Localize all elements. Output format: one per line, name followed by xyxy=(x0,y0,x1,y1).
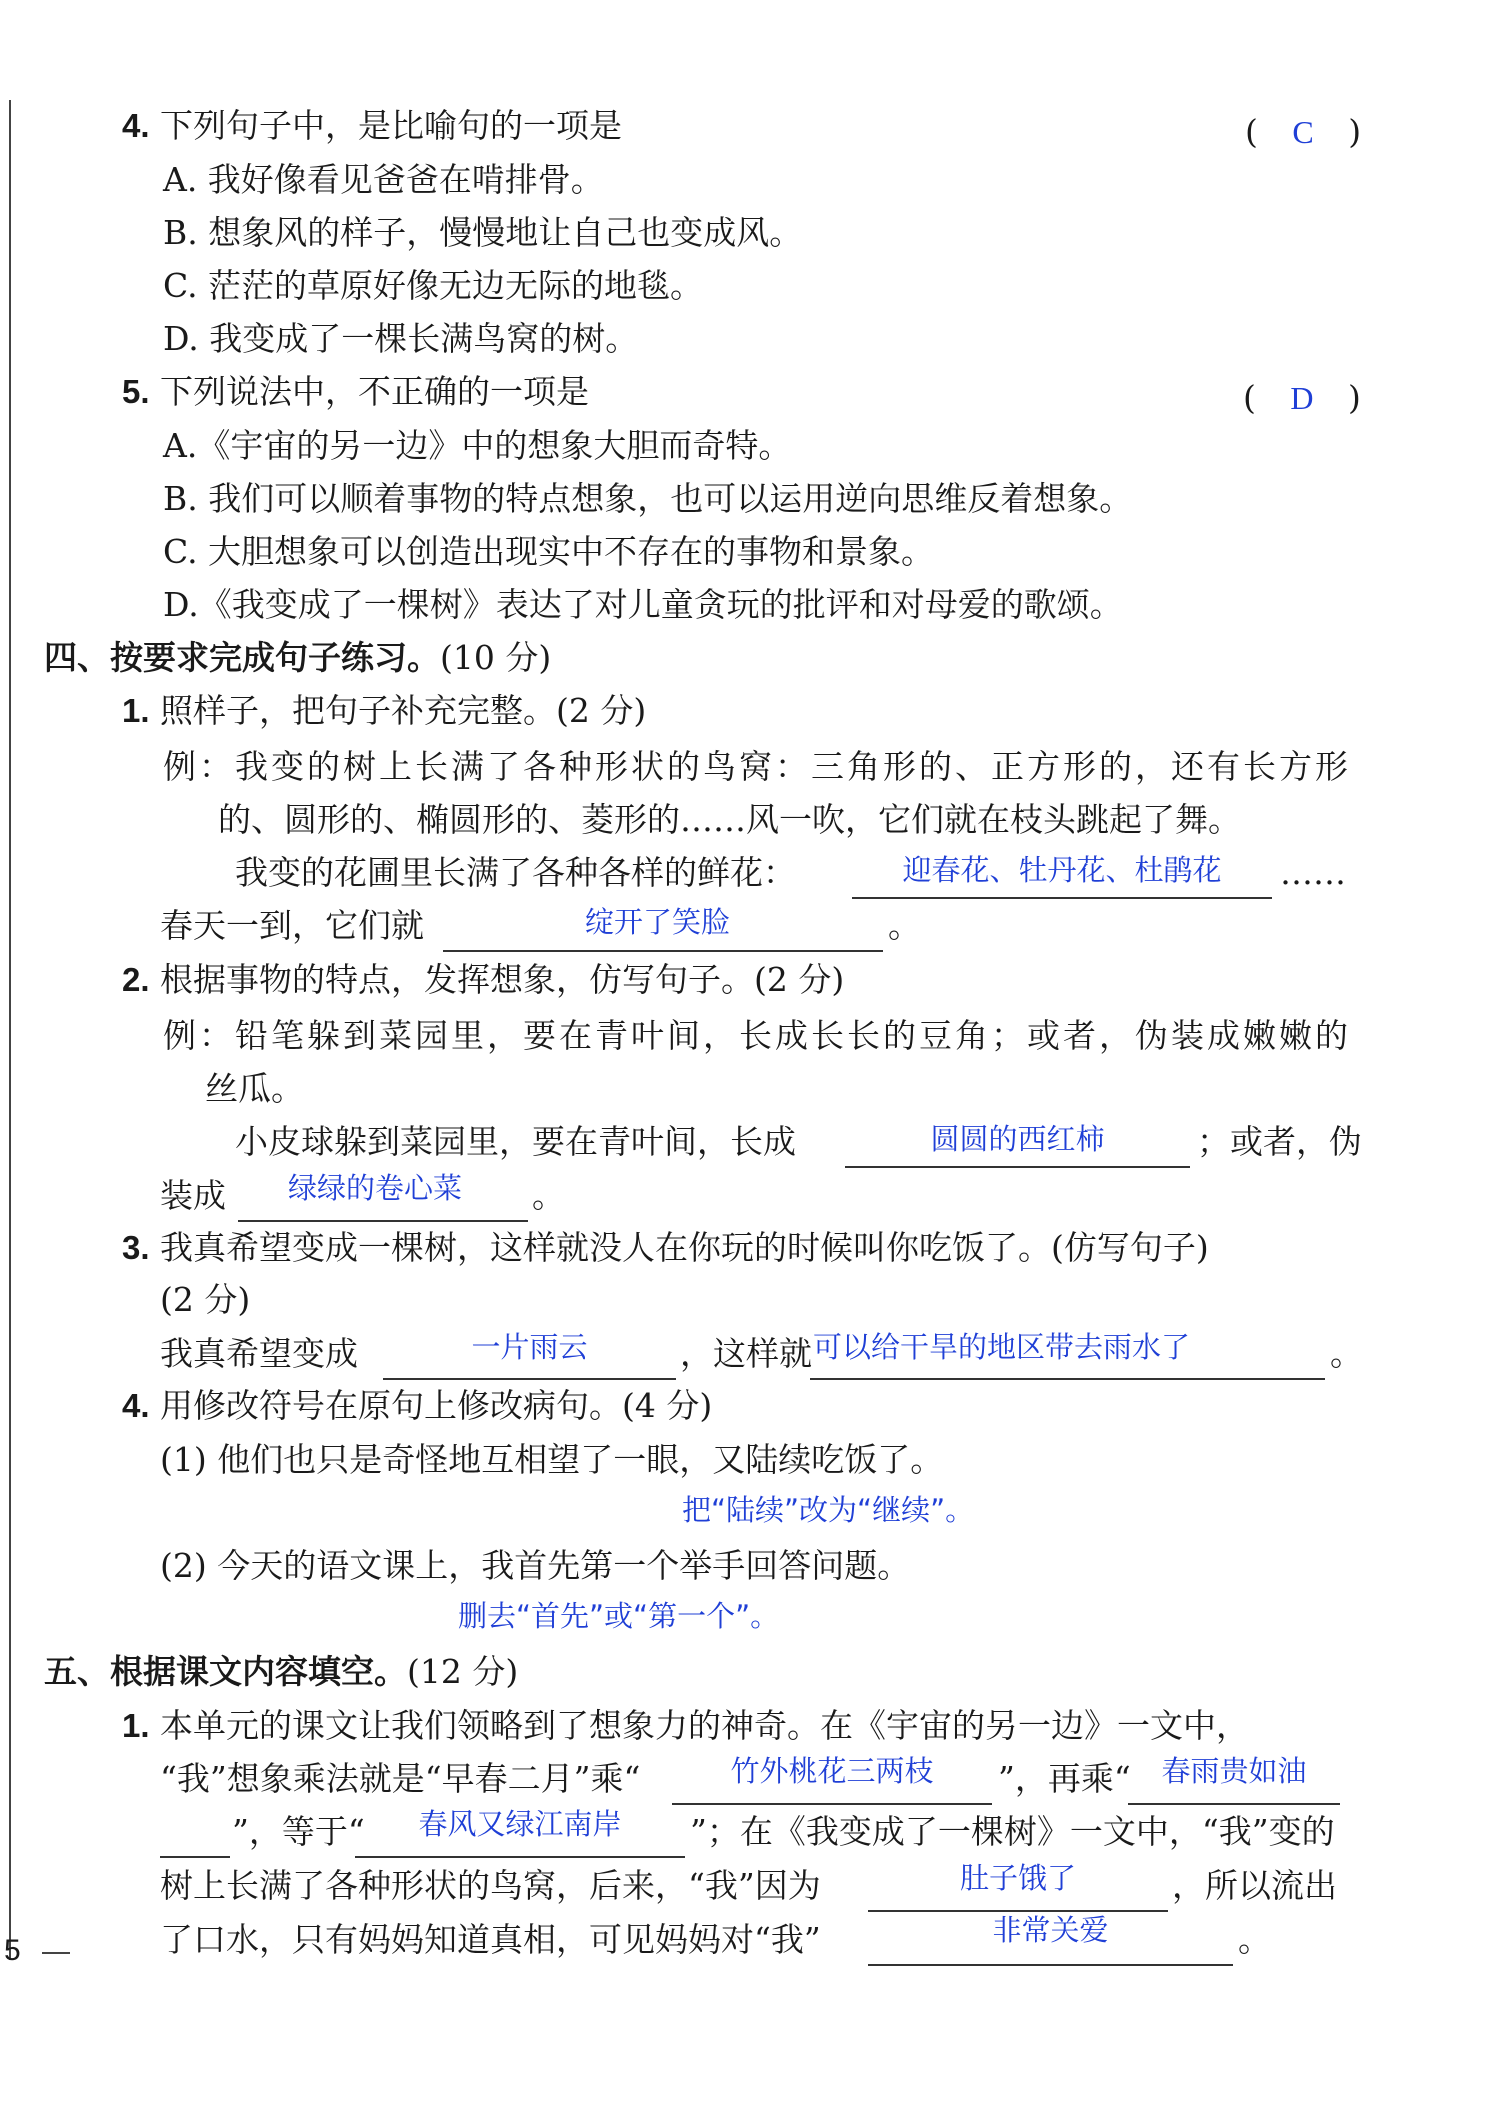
s5q1-line5-a: 了口水，只有妈妈知道真相，可见妈妈对“我” xyxy=(160,1920,821,1959)
q4-answer[interactable]: C xyxy=(1292,114,1314,150)
s4q2-example-line2: 丝瓜。 xyxy=(205,1069,304,1108)
s4q1-example-line2: 的、圆形的、椭圆形的、菱形的……风一吹，它们就在枝头跳起了舞。 xyxy=(218,800,1241,839)
section4-title: 四、按要求完成句子练习。 xyxy=(44,638,440,677)
q5-stem-text: 下列说法中，不正确的一项是 xyxy=(160,372,590,411)
s4q1-line2-prefix: 春天一到，它们就 xyxy=(160,906,424,945)
s5q1-answer3: 春风又绿江南岸 xyxy=(418,1807,622,1841)
q4-answer-parens: ( C ) xyxy=(1245,112,1362,151)
s5q1-line4-a: 树上长满了各种形状的鸟窝，后来，“我”因为 xyxy=(160,1866,821,1905)
s4q2-answer2: 绿绿的卷心菜 xyxy=(288,1171,463,1205)
s4q4-item1-answer: 把“陆续”改为“继续”。 xyxy=(682,1493,975,1527)
s4q2-line2-suffix: 。 xyxy=(532,1176,565,1215)
s4q1-text: 照样子，把句子补充完整。(2 分) xyxy=(160,691,647,730)
binding-margin-line xyxy=(9,100,11,1960)
q5-option-a[interactable]: A.《宇宙的另一边》中的想象大胆而奇特。 xyxy=(163,426,792,465)
s5q1-number: 1. xyxy=(122,1707,150,1744)
s5q1-answer1: 竹外桃花三两枝 xyxy=(730,1754,934,1788)
q4-option-b[interactable]: B. 想象风的样子，慢慢地让自己也变成风。 xyxy=(163,213,803,252)
s5q1-line3-b: ”；在《我变成了一棵树》一文中，“我”变的 xyxy=(690,1812,1335,1851)
q5-number: 5. xyxy=(122,373,150,410)
s4q2-stem xyxy=(122,958,844,1002)
page-number-dash xyxy=(42,1952,70,1954)
s4q3-answer2: 可以给干旱的地区带去雨水了 xyxy=(813,1330,1191,1364)
q4-number: 4. xyxy=(122,107,150,144)
s4q3-number: 3. xyxy=(122,1229,150,1266)
s4q4-item1: (1) 他们也只是奇怪地互相望了一眼，又陆续吃饭了。 xyxy=(160,1440,944,1479)
s4q1-example-line1: 例：我变的树上长满了各种形状的鸟窝：三角形的、正方形的，还有长方形 xyxy=(163,747,1351,786)
q5-stem xyxy=(122,370,589,414)
s5q1-line4-b: ，所以流出 xyxy=(1172,1866,1337,1905)
q4-option-a[interactable]: A. 我好像看见爸爸在啃排骨。 xyxy=(163,160,604,199)
q4-option-c[interactable]: C. 茫茫的草原好像无边无际的地毯。 xyxy=(163,266,704,305)
section5-heading xyxy=(44,1650,518,1694)
q5-answer-parens: ( D ) xyxy=(1243,378,1361,417)
s4q3-line-prefix: 我真希望变成 xyxy=(160,1334,358,1373)
s5q1-line5-b: 。 xyxy=(1238,1920,1271,1959)
s4q1-stem xyxy=(122,689,646,733)
section5-points: (12 分) xyxy=(407,1652,519,1691)
s4q1-answer1: 迎春花、牡丹花、杜鹃花 xyxy=(902,853,1222,887)
q5-option-d[interactable]: D.《我变成了一棵树》表达了对儿童贪玩的批评和对母爱的歌颂。 xyxy=(163,585,1123,624)
s4q3-line-suffix: 。 xyxy=(1330,1334,1363,1373)
s4q2-text: 根据事物的特点，发挥想象，仿写句子。(2 分) xyxy=(160,960,845,999)
s4q3-answer1: 一片雨云 xyxy=(471,1330,588,1364)
s4q3-stem xyxy=(122,1226,1209,1270)
s4q1-number: 1. xyxy=(122,692,150,729)
s4q4-item2: (2) 今天的语文课上，我首先第一个举手回答问题。 xyxy=(160,1546,911,1585)
s4q1-line1-prefix: 我变的花圃里长满了各种各样的鲜花： xyxy=(235,853,796,892)
s4q2-number: 2. xyxy=(122,961,150,998)
s4q3-line-middle: ，这样就 xyxy=(680,1334,812,1373)
q4-stem-text: 下列句子中，是比喻句的一项是 xyxy=(160,106,623,145)
s5q1-answer2: 春雨贵如油 xyxy=(1161,1754,1307,1788)
s5q1-line2-b: ”，再乘“ xyxy=(998,1759,1131,1798)
s4q1-line2-suffix: 。 xyxy=(888,906,921,945)
s4q2-line1-prefix: 小皮球躲到菜园里，要在青叶间，长成 xyxy=(235,1122,796,1161)
page-number: 5 xyxy=(4,1934,21,1967)
s5q1-line3-a: ”，等于“ xyxy=(232,1812,365,1851)
s4q2-line1-suffix: ；或者，伪 xyxy=(1197,1122,1362,1161)
s4q2-example-line1: 例：铅笔躲到菜园里，要在青叶间，长成长长的豆角；或者，伪装成嫩嫩的 xyxy=(163,1016,1351,1055)
section4-heading xyxy=(44,636,551,680)
q4-option-d[interactable]: D. 我变成了一棵长满鸟窝的树。 xyxy=(163,319,639,358)
q4-stem xyxy=(122,104,622,148)
s4q2-line2-prefix: 装成 xyxy=(160,1176,226,1215)
s4q2-answer1: 圆圆的西红柿 xyxy=(930,1122,1105,1156)
q5-option-c[interactable]: C. 大胆想象可以创造出现实中不存在的事物和景象。 xyxy=(163,532,935,571)
s4q3-points: (2 分) xyxy=(160,1280,251,1319)
q5-option-b[interactable]: B. 我们可以顺着事物的特点想象，也可以运用逆向思维反着想象。 xyxy=(163,479,1133,518)
s5q1-line2-a: “我”想象乘法就是“早春二月”乘“ xyxy=(160,1759,641,1798)
s4q4-text: 用修改符号在原句上修改病句。(4 分) xyxy=(160,1386,713,1425)
s5q1-blank2-continued[interactable] xyxy=(160,1818,230,1858)
s4q4-stem xyxy=(122,1384,712,1428)
s5q1-answer4: 肚子饿了 xyxy=(959,1861,1076,1895)
section4-points: (10 分) xyxy=(440,638,552,677)
s5q1-line1-text: 本单元的课文让我们领略到了想象力的神奇。在《宇宙的另一边》一文中， xyxy=(160,1706,1250,1745)
s5q1-line1 xyxy=(122,1704,1249,1748)
s5q1-answer5: 非常关爱 xyxy=(992,1913,1109,1947)
section5-title: 五、根据课文内容填空。 xyxy=(44,1652,407,1691)
s4q4-number: 4. xyxy=(122,1387,150,1424)
s4q1-answer2: 绽开了笑脸 xyxy=(585,905,731,939)
s4q4-item2-answer: 删去“首先”或“第一个”。 xyxy=(458,1599,780,1633)
s4q3-text: 我真希望变成一棵树，这样就没人在你玩的时候叫你吃饭了。(仿写句子) xyxy=(160,1228,1209,1267)
q5-answer[interactable]: D xyxy=(1290,380,1314,416)
s4q1-line1-suffix: …… xyxy=(1280,853,1346,892)
